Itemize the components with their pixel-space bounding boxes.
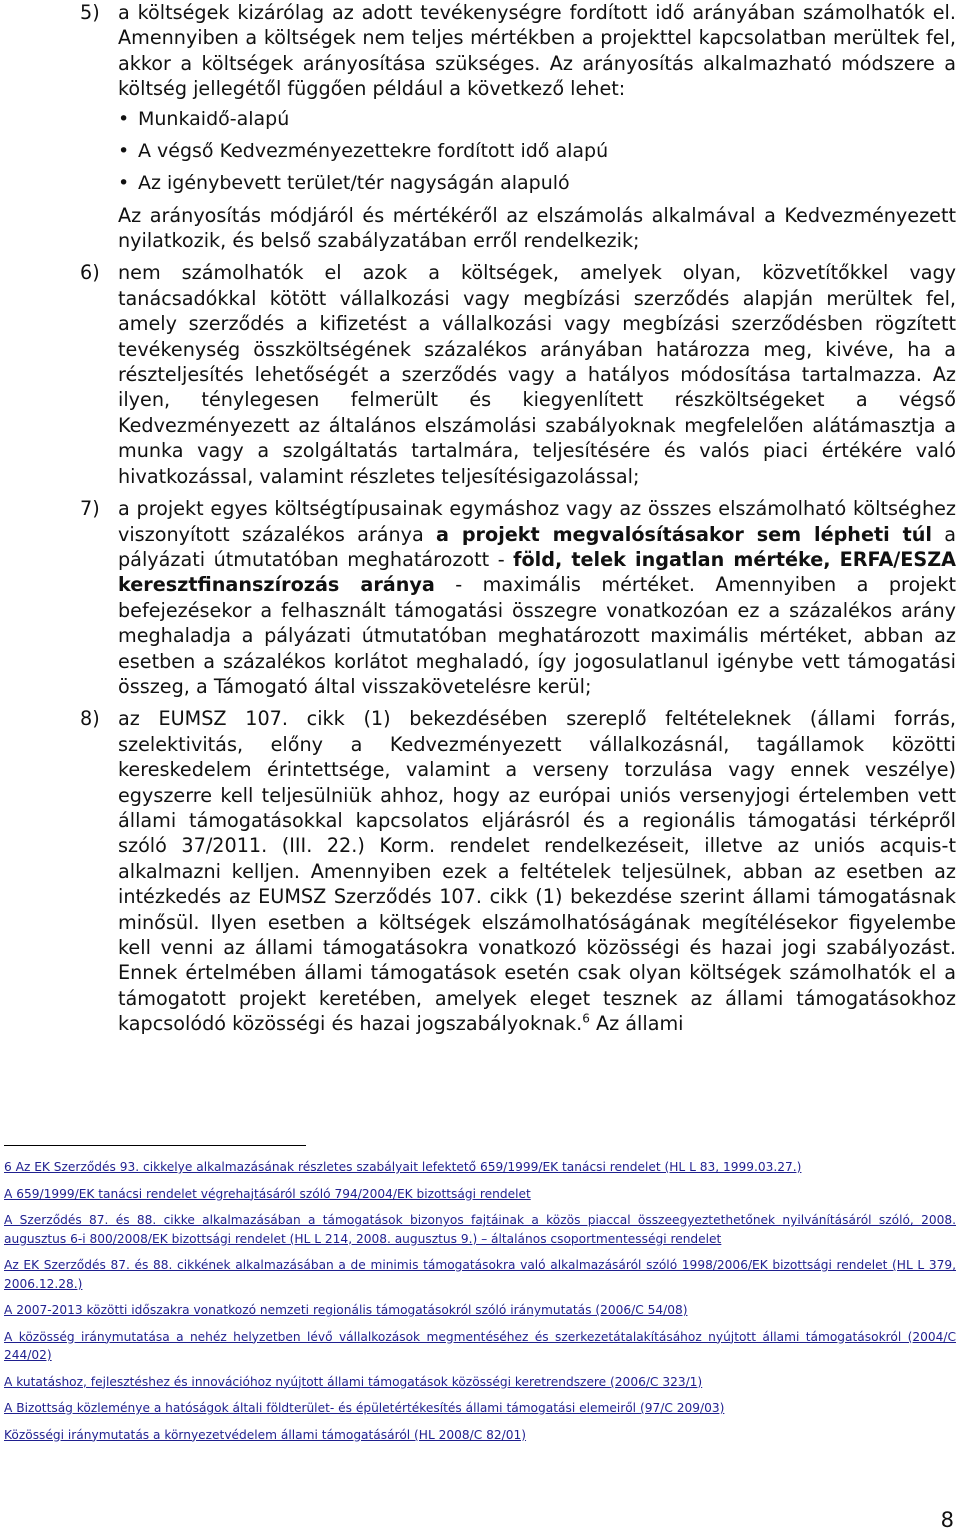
footnote-link[interactable]: 6 Az EK Szerződés 93. cikkelye alkalmazásának részletes szabályait lefektető 659/1999/EK tanácsi rendelet (HL L 83, 1999.03.27.) — [4, 1160, 802, 1174]
item-number: 5) — [80, 1, 100, 24]
item-text — [118, 496, 956, 699]
footnote-link[interactable]: A kutatáshoz, fejlesztéshez és innovációhoz nyújtott állami támogatások közösségi keretrendszere (2006/C 323/1) — [4, 1374, 703, 1389]
footnote-link[interactable]: Az EK Szerződés 87. és 88. cikkének alkalmazásában a de minimis támogatásokra való alkalmazásáról szóló 1998/2006/EK bizottsági rendelet (HL L 379, 2006.12.28.) — [4, 1258, 956, 1291]
item-text-after: Az arányosítás módjáról és mértékéről az elszámolás alkalmával a Kedvezményezett nyilatkozik, és belső szabályzatában erről rendelkezik; — [118, 203, 956, 253]
text-segment: az EUMSZ 107. cikk (1) bekezdésében szereplő feltételeknek (állami forrás, szelektivitás, előny a Kedvezményezett vállalkozásnál, tagállamok közötti kereskedelem érintettsége, valamint a verseny torzulása vagy ennek veszélye) egyszerre kell teljesülniük ahhoz, hogy az európai uniós versenyjogi értelemben vett állami támogatásokkal kapcsolatos eljárásról és a regionális támogatási térképről szóló 37/2011. (III. 22.) Korm. rendelet rendelkezéseit, illetve az uniós acquis-t alkalmazni kelljen. Amennyiben ezek a feltételek teljesülnek, abban az esetben az intézkedés az EUMSZ Szerződés 107. cikk (1) bekezdése szerint állami támogatásnak minősül. Ilyen esetben a költségek elszámolhatóságának megítélésekor figyelembe kell venni az állami támogatásokra vonatkozó közösségi és hazai jogi szabályozást. Ennek értelmében állami támogatások esetén csak olyan költségek számolhatók el a támogatott projekt keretében, amelyek eleget tesznek az állami támogatásokhoz kapcsolódó közösségi és hazai jogszabályoknak. — [118, 707, 956, 1036]
footnote-link[interactable]: A Bizottság közleménye a hatóságok általi földterület- és épületértékesítés állami támogatási elemeiről (97/C 209/03) — [4, 1401, 725, 1415]
footnote-reference[interactable]: 6 — [582, 1011, 590, 1026]
bullet-item: • Az igénybevett terület/tér nagyságán alapuló — [118, 171, 956, 196]
item-text: nem számolhatók el azok a költségek, amelyek olyan, közvetítőkkel vagy tanácsadókkal kötött vállalkozási vagy megbízási szerződés alapján merültek fel, amely szerződés a kifizetést a vállalkozási vagy megbízási szerződésben rögzített tevékenység összköltségének százalékos arányában határozza meg, kivéve, ha a részteljesítés lehetőségét a szerződés vagy a hatályos módosítása tartalmazza. Az ilyen, ténylegesen felmerült és kiegyenlített részköltségeket a végső Kedvezményezett az általános elszámolási szabályoknak megfelelően alátámasztja a munka vagy a szolgáltatás tartalmára, teljesítésére és valós piaci értékére való hivatkozással, valamint részletes teljesítésigazolással; — [118, 261, 956, 488]
item-number: 7) — [80, 497, 100, 521]
footnote-link[interactable]: A 659/1999/EK tanácsi rendelet végrehajtásáról szóló 794/2004/EK bizottsági rendelet — [4, 1186, 531, 1201]
bullet-item: • Munkaidő-alapú — [118, 107, 956, 132]
footnote-link[interactable]: Közösségi iránymutatás a környezetvédelem állami támogatásáról (HL 2008/C 82/01) — [4, 1427, 527, 1442]
bullet-item: • A végső Kedvezményezettekre fordított idő alapú — [118, 139, 956, 164]
list-item-8 — [80, 706, 956, 1036]
item-number: 8) — [80, 707, 100, 731]
item-text: a költségek kizárólag az adott tevékenységre fordított idő arányában számolhatók el. Amennyiben a költségek nem teljes mértékben a projekttel kapcsolatban merültek fel, akkor a költségek arányosítása szükséges. Az arányosítás alkalmazható módszere a költség jellegétől függően például a következő lehet: — [118, 1, 956, 101]
footnote-link[interactable]: A közösség iránymutatása a nehéz helyzetben lévő vállalkozások megmentéséhez és szerkezetátalakításához nyújtott állami támogatásokról (2004/C 244/02) — [4, 1329, 956, 1362]
bold-segment: a projekt megvalósításakor sem lépheti túl — [436, 522, 932, 546]
item-text — [118, 706, 956, 1036]
footnotes — [4, 1158, 956, 1452]
footnote-link[interactable]: A Szerződés 87. és 88. cikke alkalmazásában a támogatások bizonyos fajtáinak a közös piaccal összeegyeztethetőnek nyilvánításáról szóló, 2008. augusztus 6-i 800/2008/EK bizottsági rendelet (HL L 214, 2008. augusztus 9.) – általános csoportmentességi rendelet — [4, 1213, 956, 1246]
numbered-list — [80, 0, 956, 1037]
text-segment: a projekt egyes költségtípusainak egymáshoz vagy az összes elszámolható költséghez viszonyított százalékos aránya — [118, 497, 956, 546]
text-segment: a pályázati útmutatóban meghatározott - — [118, 522, 956, 571]
text-segment: - maximális mértéket. Amennyiben a projekt befejezésekor a felhasznált támogatási összegre vonatkozóan ez a százalékos arány meghaladja a pályázati útmutatóban meghatározott maximális mértéket, abban az esetben a százalékos korlátot meghaladó, így jogosulatlanul igénybe vett támogatási összeg, a Támogató által visszakövetelésre kerül; — [118, 573, 956, 698]
text-segment: Az állami — [589, 1012, 684, 1036]
list-item-6 — [80, 260, 956, 489]
footnote-link[interactable]: A 2007-2013 közötti időszakra vonatkozó nemzeti regionális támogatásokról szóló iránymutatás (2006/C 54/08) — [4, 1303, 688, 1317]
bullet-list — [118, 107, 956, 196]
item-number: 6) — [80, 261, 100, 285]
footnote-separator — [4, 1145, 306, 1146]
list-item-5 — [80, 0, 956, 253]
bold-segment: föld, telek ingatlan mértéke, ERFA/ESZA keresztfinanszírozás aránya — [118, 547, 956, 597]
list-item-7 — [80, 496, 956, 699]
page-number: 8 — [940, 1508, 954, 1532]
